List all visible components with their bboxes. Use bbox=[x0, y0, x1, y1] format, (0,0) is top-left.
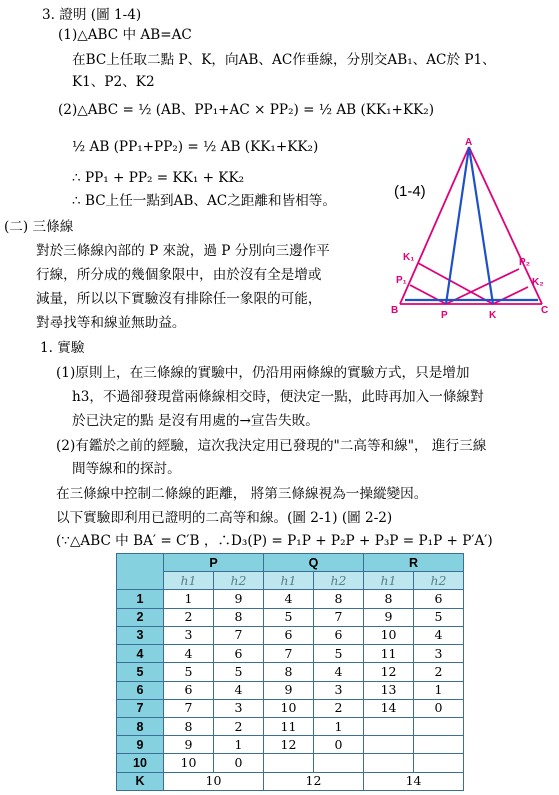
row-label: 1 bbox=[117, 590, 164, 608]
para-line-3: 減量，所以以下實驗沒有排除任一象限的可能， bbox=[36, 291, 322, 307]
cell: 8 bbox=[264, 663, 314, 681]
table-row bbox=[117, 626, 464, 644]
label-a: A bbox=[465, 137, 473, 148]
sub-header: h2 bbox=[314, 572, 364, 590]
k-label: K bbox=[117, 772, 164, 790]
cell bbox=[414, 754, 464, 772]
para-line-2: 行線，所分成的幾個象限中，由於沒有全是增或 bbox=[36, 267, 322, 283]
median-ap bbox=[446, 147, 469, 304]
cell: 4 bbox=[414, 626, 464, 644]
cell: 4 bbox=[214, 681, 264, 699]
cell: 8 bbox=[164, 717, 214, 735]
row-label: 10 bbox=[117, 754, 164, 772]
cell: 12 bbox=[364, 663, 414, 681]
perp-k-k1 bbox=[418, 263, 493, 304]
cell: 10 bbox=[164, 754, 214, 772]
table-row bbox=[117, 645, 464, 663]
table-corner bbox=[117, 554, 164, 590]
cell: 7 bbox=[214, 626, 264, 644]
cell: 0 bbox=[314, 736, 364, 754]
cell: 1 bbox=[214, 736, 264, 754]
section-2-heading: (二) 三條線 bbox=[4, 219, 74, 235]
label-k1: K₁ bbox=[403, 252, 415, 263]
cell: 12 bbox=[264, 736, 314, 754]
side-ab bbox=[400, 147, 469, 304]
row-label: 5 bbox=[117, 663, 164, 681]
cell bbox=[314, 754, 364, 772]
perp-p-p1 bbox=[410, 285, 446, 304]
cell: 5 bbox=[264, 608, 314, 626]
cell: 4 bbox=[264, 590, 314, 608]
cell: 3 bbox=[214, 699, 264, 717]
cell: 8 bbox=[364, 590, 414, 608]
formula-line: (∵△ABC 中 BA′ = C′B ，∴D₃(P) = P₁P + P₂P + P₃P = P₁P + P′A′) bbox=[56, 533, 493, 549]
cell: 2 bbox=[214, 717, 264, 735]
sub-header: h2 bbox=[414, 572, 464, 590]
section-3-heading: 3. 證明 (圖 1-4) bbox=[42, 7, 142, 23]
cell: 9 bbox=[364, 608, 414, 626]
row-label: 8 bbox=[117, 717, 164, 735]
sub-header: h2 bbox=[214, 572, 264, 590]
cell: 13 bbox=[364, 681, 414, 699]
exp-2-line-1: (2)有鑑於之前的經驗，這次我決定用已發現的"二高等和線"， 進行三線 bbox=[56, 438, 487, 454]
control-line-2: 以下實驗即利用已證明的二高等和線。(圖 2-1) (圖 2-2) bbox=[56, 510, 393, 526]
cell: 6 bbox=[164, 681, 214, 699]
cell: 4 bbox=[164, 645, 214, 663]
k-row bbox=[117, 772, 464, 790]
cell: 6 bbox=[264, 626, 314, 644]
row-label: 7 bbox=[117, 699, 164, 717]
cell: 0 bbox=[214, 754, 264, 772]
cell bbox=[264, 754, 314, 772]
cell: 4 bbox=[314, 663, 364, 681]
label-p1: P₁ bbox=[396, 275, 407, 286]
k-value-q: 12 bbox=[264, 772, 364, 790]
cell: 2 bbox=[164, 608, 214, 626]
cell: 3 bbox=[414, 645, 464, 663]
cell: 5 bbox=[214, 663, 264, 681]
cell bbox=[364, 736, 414, 754]
table-row bbox=[117, 717, 464, 735]
sub-header: h1 bbox=[264, 572, 314, 590]
table-row bbox=[117, 681, 464, 699]
label-b: B bbox=[391, 305, 399, 316]
cell: 0 bbox=[414, 699, 464, 717]
label-c: C bbox=[541, 305, 549, 316]
cell: 7 bbox=[164, 699, 214, 717]
cell: 10 bbox=[364, 626, 414, 644]
group-header-r: R bbox=[364, 554, 464, 572]
row-label: 3 bbox=[117, 626, 164, 644]
perp-k-k2 bbox=[493, 287, 528, 304]
cell: 11 bbox=[364, 645, 414, 663]
table-row bbox=[117, 754, 464, 772]
proof-line-3: K1、P2、K2 bbox=[72, 74, 155, 90]
table-row bbox=[117, 699, 464, 717]
cell: 9 bbox=[264, 681, 314, 699]
cell: 5 bbox=[164, 663, 214, 681]
table-row bbox=[117, 608, 464, 626]
para-line-4: 對尋找等和線並無助益。 bbox=[36, 315, 186, 331]
proof-line-6: ∴ PP₁ + PP₂ = KK₁ + KK₂ bbox=[72, 170, 245, 186]
cell: 11 bbox=[264, 717, 314, 735]
group-header-p: P bbox=[164, 554, 264, 572]
cell bbox=[364, 754, 414, 772]
cell: 9 bbox=[214, 590, 264, 608]
table-row bbox=[117, 590, 464, 608]
figure-caption: (1-4) bbox=[394, 183, 426, 200]
cell: 5 bbox=[414, 608, 464, 626]
cell bbox=[414, 717, 464, 735]
cell: 6 bbox=[214, 645, 264, 663]
proof-line-4: (2)△ABC = ½ (AB、PP₁+AC × PP₂) = ½ AB (KK₁+KK₂) bbox=[58, 102, 435, 118]
proof-line-5: ½ AB (PP₁+PP₂) = ½ AB (KK₁+KK₂) bbox=[72, 139, 319, 155]
cell bbox=[414, 736, 464, 754]
para-line-1: 對於三條線內部的 P 來說，過 P 分別向三邊作平 bbox=[36, 243, 330, 259]
label-p: P bbox=[441, 310, 448, 321]
row-label: 2 bbox=[117, 608, 164, 626]
k-value-p: 10 bbox=[164, 772, 264, 790]
group-header-q: Q bbox=[264, 554, 364, 572]
label-k2: K₂ bbox=[532, 277, 544, 288]
proof-line-2: 在BC上任取二點 P、K，向AB、AC作垂線，分別交AB₁、AC於 P1、 bbox=[72, 52, 496, 68]
sub-header: h1 bbox=[164, 572, 214, 590]
cell: 1 bbox=[414, 681, 464, 699]
cell: 6 bbox=[414, 590, 464, 608]
cell: 8 bbox=[314, 590, 364, 608]
cell bbox=[364, 717, 414, 735]
cell: 7 bbox=[314, 608, 364, 626]
cell: 7 bbox=[264, 645, 314, 663]
exp-1-line-3: 於已決定的點 是沒有用處的→宣告失敗。 bbox=[72, 413, 319, 429]
table-row bbox=[117, 663, 464, 681]
label-k: K bbox=[489, 310, 497, 321]
proof-line-1: (1)△ABC 中 AB=AC bbox=[58, 27, 192, 43]
cell: 1 bbox=[314, 717, 364, 735]
experiment-heading: 1. 實驗 bbox=[40, 340, 85, 356]
row-label: 9 bbox=[117, 736, 164, 754]
experiment-table bbox=[116, 553, 464, 791]
row-label: 4 bbox=[117, 645, 164, 663]
cell: 8 bbox=[214, 608, 264, 626]
label-p2: P₂ bbox=[519, 257, 531, 268]
cell: 1 bbox=[164, 590, 214, 608]
cell: 2 bbox=[414, 663, 464, 681]
control-line-1: 在三條線中控制二條線的距離， 將第三條線視為一操縱變因。 bbox=[56, 486, 428, 502]
exp-2-line-2: 間等線和的探討。 bbox=[72, 461, 181, 477]
cell: 10 bbox=[264, 699, 314, 717]
row-label: 6 bbox=[117, 681, 164, 699]
k-value-r: 14 bbox=[364, 772, 464, 790]
cell: 5 bbox=[314, 645, 364, 663]
sub-header: h1 bbox=[364, 572, 414, 590]
exp-1-line-2: h3，不過卻發現當兩條線相交時，便決定一點，此時再加入一條線對 bbox=[72, 389, 484, 405]
cell: 9 bbox=[164, 736, 214, 754]
table-row bbox=[117, 736, 464, 754]
cell: 6 bbox=[314, 626, 364, 644]
exp-1-line-1: (1)原則上，在三條線的實驗中，仍沿用兩條線的實驗方式，只是增加 bbox=[56, 365, 470, 381]
proof-conclusion: ∴ BC上任一點到AB、AC之距離和皆相等。 bbox=[72, 193, 336, 209]
cell: 3 bbox=[314, 681, 364, 699]
median-ak bbox=[469, 147, 493, 304]
cell: 3 bbox=[164, 626, 214, 644]
cell: 14 bbox=[364, 699, 414, 717]
cell: 2 bbox=[314, 699, 364, 717]
